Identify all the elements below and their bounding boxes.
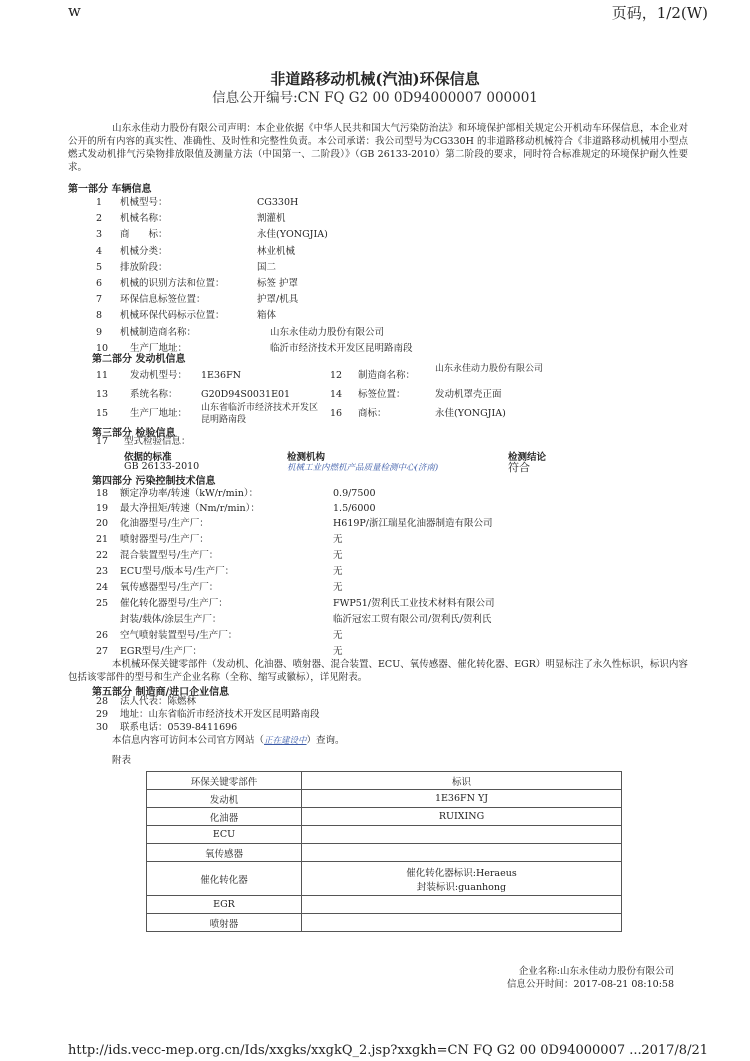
appendix-part: ECU (147, 826, 302, 844)
row-value: 林业机械 (257, 245, 296, 257)
vehicle-info-row (0, 227, 750, 243)
part3-title: 第三部分 检验信息 (92, 428, 176, 439)
row-number: 23 (96, 566, 109, 577)
row-label: 机械环保代码标示位置： (120, 310, 225, 322)
row-value: 割灌机 (257, 213, 286, 225)
row-number: 21 (96, 534, 109, 545)
row-value: 箱体 (257, 310, 277, 322)
header-left: w (68, 2, 81, 20)
row-label: 生产厂地址： (130, 342, 188, 354)
row-number: 9 (96, 326, 103, 338)
website-row: 本信息内容可访问本公司官方网站（正在建设中）查询。 (112, 735, 345, 746)
row-number: 19 (96, 503, 109, 514)
engine-row-11: 11 发动机型号： 1E36FN 12 制造商名称： (96, 370, 416, 381)
row-value: 标签 护罩 (257, 278, 299, 289)
appendix-row (147, 808, 622, 826)
appendix-part: 化油器 (147, 808, 302, 826)
vehicle-info-row (0, 260, 750, 276)
row-label: ECU型号/版本号/生产厂： (120, 566, 235, 577)
page-number: 页码，1/2(W) (611, 4, 708, 22)
pollution-control-row (0, 612, 750, 628)
pollution-control-row (0, 516, 750, 532)
part2-title: 第二部分 发动机信息 (92, 354, 186, 365)
appendix-part: 发动机 (147, 790, 302, 808)
row-label: 机械制造商名称： (120, 326, 197, 338)
vehicle-info-row (0, 292, 750, 308)
inspection-header-result: 检测结论 (508, 452, 547, 463)
row-label: 催化转化器型号/生产厂： (120, 598, 228, 609)
appendix-part: 喷射器 (147, 914, 302, 932)
appendix-row (147, 826, 622, 844)
row-number: 7 (96, 294, 103, 306)
inspection-row-17: 17 型式检验信息： (96, 436, 191, 447)
row-value: 无 (333, 630, 343, 641)
labeling-note: 本机械环保关键零部件（发动机、化油器、喷射器、混合装置、ECU、氧传感器、催化转化器、EGR）明显标注了永久性标识，标识内容包括该零部件的型号和生产企业名称（全称、缩写或徽标），详见附表。 (68, 659, 688, 683)
inspection-header-standard: 依据的标准 (124, 452, 172, 463)
row-label: 氧传感器型号/生产厂： (120, 582, 219, 593)
row-value: FWP51/贺利氏工业技术材料有限公司 (333, 598, 495, 609)
row-number: 18 (96, 488, 109, 499)
appendix-row (147, 790, 622, 808)
pollution-control-row (0, 486, 750, 502)
pollution-control-row (0, 548, 750, 564)
pollution-control-row (0, 580, 750, 596)
row-label: EGR型号/生产厂： (120, 646, 202, 657)
row-number: 8 (96, 310, 103, 322)
website-link[interactable]: 正在建设中 (264, 736, 307, 746)
row-value: 无 (333, 566, 343, 577)
row-label: 最大净扭矩/转速（Nm/r/min）： (120, 503, 260, 514)
row-value: 护罩/机具 (257, 294, 299, 306)
part1-title: 第一部分 车辆信息 (68, 184, 152, 195)
row-label: 额定净功率/转速（kW/r/min）： (120, 488, 259, 499)
part5-title: 第五部分 制造商/进口企业信息 (92, 687, 230, 698)
vehicle-info-row (0, 276, 750, 292)
appendix-part: 氧传感器 (147, 844, 302, 862)
row-label: 排放阶段： (120, 261, 168, 273)
vehicle-info-row (0, 195, 750, 211)
document-number: 信息公开编号:CN FQ G2 00 0D94000007 000001 (212, 90, 538, 106)
appendix-header-mark: 标识 (302, 772, 622, 790)
row-label: 机械型号： (120, 197, 168, 208)
row-label: 喷射器型号/生产厂： (120, 534, 209, 545)
footer-company: 企业名称:山东永佳动力股份有限公司 (518, 966, 674, 977)
vehicle-info-row (0, 325, 750, 341)
row-label: 商 标： (120, 229, 168, 241)
row-value: 无 (333, 550, 343, 561)
row-label: 机械的识别方法和位置： (120, 278, 225, 289)
row-value: 1.5/6000 (333, 503, 376, 514)
row-number: 22 (96, 550, 109, 561)
appendix-row (147, 914, 622, 932)
row-value: 无 (333, 646, 343, 657)
print-date: 2017/8/21 (641, 1043, 708, 1058)
appendix-mark (302, 896, 622, 914)
document-title: 非道路移动机械(汽油)环保信息 (270, 70, 480, 88)
row-value: 国二 (257, 261, 277, 273)
row-number: 4 (96, 245, 103, 257)
appendix-row (147, 844, 622, 862)
appendix-row (147, 862, 622, 896)
row-value: 山东永佳动力股份有限公司 (270, 326, 385, 338)
pollution-control-row (0, 564, 750, 580)
appendix-part: 催化转化器 (147, 862, 302, 896)
appendix-mark (302, 914, 622, 932)
row-number: 3 (96, 229, 103, 241)
engine-factory-address: 山东省临沂市经济技术开发区昆明路南段 (201, 403, 319, 425)
pollution-control-row (0, 596, 750, 612)
footer-publish-time: 信息公开时间：2017-08-21 08:10:58 (507, 979, 674, 990)
inspection-standard: GB 26133-2010 (124, 461, 200, 472)
vehicle-info-row (0, 244, 750, 260)
row-number: 25 (96, 598, 109, 609)
appendix-mark: RUIXING (302, 808, 622, 826)
row-number: 1 (96, 197, 103, 208)
row-label: 混合装置型号/生产厂： (120, 550, 219, 561)
row-number: 10 (96, 342, 109, 354)
appendix-mark (302, 826, 622, 844)
row-value: 永佳(YONGJIA) (257, 229, 328, 241)
row-value: 无 (333, 534, 343, 545)
vehicle-info-row (0, 211, 750, 227)
pollution-control-row (0, 628, 750, 644)
row-value: 临沂市经济技术开发区昆明路南段 (270, 342, 413, 354)
appendix-header-part: 环保关键零部件 (147, 772, 302, 790)
appendix-table (146, 771, 622, 932)
row-number: 5 (96, 261, 103, 273)
row-value: 临沂冠宏工贸有限公司/贺利氏/贺利氏 (333, 614, 492, 625)
inspection-result: 符合 (508, 461, 530, 474)
row-label: 环保信息标签位置： (120, 294, 206, 306)
phone-row: 30 联系电话：0539-8411696 (96, 722, 238, 733)
engine-row-13: 13 系统名称： G20D94S0031E01 14 标签位置： 发动机罩壳正面 (96, 389, 502, 400)
row-number: 24 (96, 582, 109, 593)
row-label: 机械名称： (120, 213, 168, 225)
page-url: http://ids.vecc-mep.org.cn/Ids/xxgks/xxgkQ_2.jsp?xxgkh=CN FQ G2 00 0D94000007 ... (68, 1043, 642, 1058)
engine-row-15: 15 生产厂地址： 16 商标： 永佳(YONGJIA) (96, 408, 506, 419)
vehicle-info-row (0, 308, 750, 324)
row-number: 2 (96, 213, 103, 225)
row-value: 无 (333, 582, 343, 593)
address-row: 29 地址：山东省临沂市经济技术开发区昆明路南段 (96, 709, 320, 720)
appendix-label: 附表 (112, 755, 132, 766)
engine-manufacturer: 山东永佳动力股份有限公司 (435, 364, 544, 374)
pollution-control-row (0, 532, 750, 548)
part4-title: 第四部分 污染控制技术信息 (92, 476, 216, 487)
row-number: 20 (96, 518, 109, 529)
legal-rep-row: 28 法人代表：陈燃林 (96, 696, 197, 707)
row-label: 机械分类： (120, 245, 168, 257)
row-value: H619P/浙江瑞星化油器制造有限公司 (333, 518, 493, 529)
appendix-mark: 1E36FN YJ (302, 790, 622, 808)
row-value: CG330H (257, 197, 299, 208)
appendix-part: EGR (147, 896, 302, 914)
appendix-row (147, 896, 622, 914)
row-number: 27 (96, 646, 109, 657)
appendix-header-row (147, 772, 622, 790)
inspection-header-org: 检测机构 (287, 452, 326, 463)
row-label: 封装/载体/涂层生产厂： (120, 614, 222, 625)
row-label: 空气喷射装置型号/生产厂： (120, 630, 238, 641)
row-value: 0.9/7500 (333, 488, 376, 499)
row-number: 26 (96, 630, 109, 641)
appendix-mark: 催化转化器标识:Heraeus 封装标识:guanhong (302, 862, 622, 896)
row-label: 化油器型号/生产厂： (120, 518, 209, 529)
pollution-control-row (0, 501, 750, 517)
appendix-mark (302, 844, 622, 862)
inspection-org: 机械工业内燃机产品质量检测中心(济南) (287, 463, 439, 473)
declaration-paragraph: 山东永佳动力股份有限公司声明：本企业依据《中华人民共和国大气污染防治法》和环境保护部相关规定公开机动车环保信息，本企业对公开的所有内容的真实性、准确性、及时性和完整性负责。本公司承诺：我公司型号为CG330H 的非道路移动机械符合《非道路移动机械用小型点燃式发动机排气污染物排放限值及测量方法（中国第一、二阶段）》（GB 26133-2010）第二阶段的要求，同时符合标准规定的环境保护耐久性要求。 (68, 123, 688, 173)
row-number: 6 (96, 278, 103, 289)
